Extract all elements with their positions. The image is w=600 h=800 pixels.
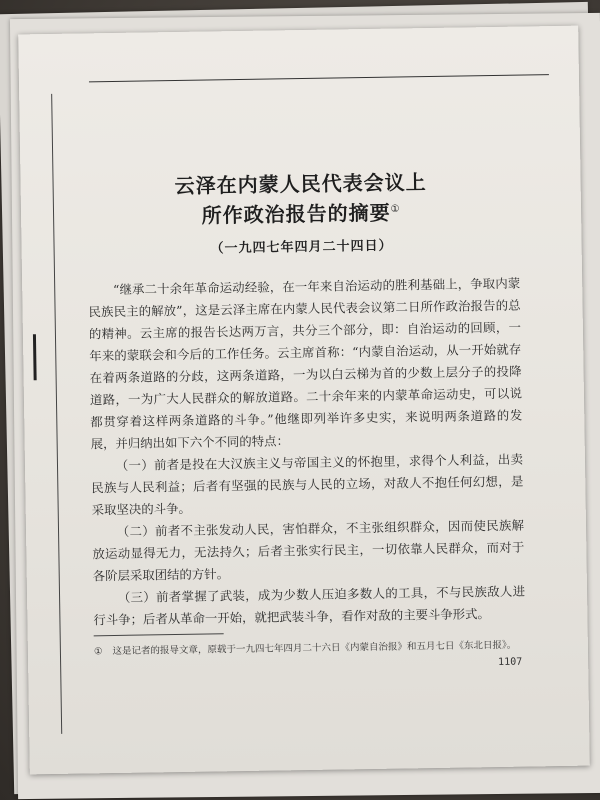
binding-mark (33, 334, 37, 380)
paragraph-point-2: （二）前者不主张发动人民，害怕群众，不主张组织群众，因而使民族解放运动显得无力，无法持久；后者主张实行民主，一切依靠人民群众，而对于各阶层采取团结的方针。 (92, 517, 525, 584)
footnote-text: 这是记者的报导文章，原载于一九四七年四月二十六日《内蒙自治报》和五月七日《东北日报》。 (112, 639, 517, 658)
page-number: 1107 (498, 656, 523, 668)
title-footnote-marker: ① (390, 203, 401, 215)
paragraph-intro: “继承二十余年革命运动经验，在一年来自治运动的胜利基础上，争取内蒙民族民主的解放”，这是云泽主席在内蒙人民代表会议第二日所作政治报告的总的精神。云主席的报告长达两万言，共分三个部分，即：自治运动的回顾，一年来的蒙联会和今后的工作任务。云主席首称：“内蒙自治运动，从一开始就存在着两条道路的分歧，这两条道路，一为以白云梯为首的少数上层分子的投降道路，一为广大人民群众的解放道路。二十余年来的内蒙革命运动史，可以说都贯穿着这样两条道路的斗争。”他继即列举许多史实，来说明两条道路的发展，并归纳出如下六个不同的特点： (88, 275, 523, 452)
body-text (88, 273, 525, 632)
footnote-rule (94, 633, 224, 636)
title-line-1: 云泽在内蒙人民代表会议上 (174, 170, 427, 199)
report-date: （一九四七年四月二十四日） (210, 238, 393, 257)
document-page (18, 26, 590, 775)
title-line-2: 所作政治报告的摘要① (201, 200, 401, 228)
top-border-line (89, 74, 549, 82)
footnote (94, 637, 526, 662)
paragraph-point-1: （一）前者是投在大汉族主义与帝国主义的怀抱里，求得个人利益，出卖民族与人民利益；后者有坚强的民族与人民的立场，对敌人不抱任何幻想，是采取坚决的斗争。 (91, 451, 524, 518)
footnote-marker: ① (93, 646, 103, 658)
paragraph-point-3: （三）前者掌握了武装，成为少数人压迫多数人的工具，不与民族敌人进行斗争；后者从革命一开始，就把武装斗争，看作对敌的主要斗争形式。 (93, 583, 526, 628)
